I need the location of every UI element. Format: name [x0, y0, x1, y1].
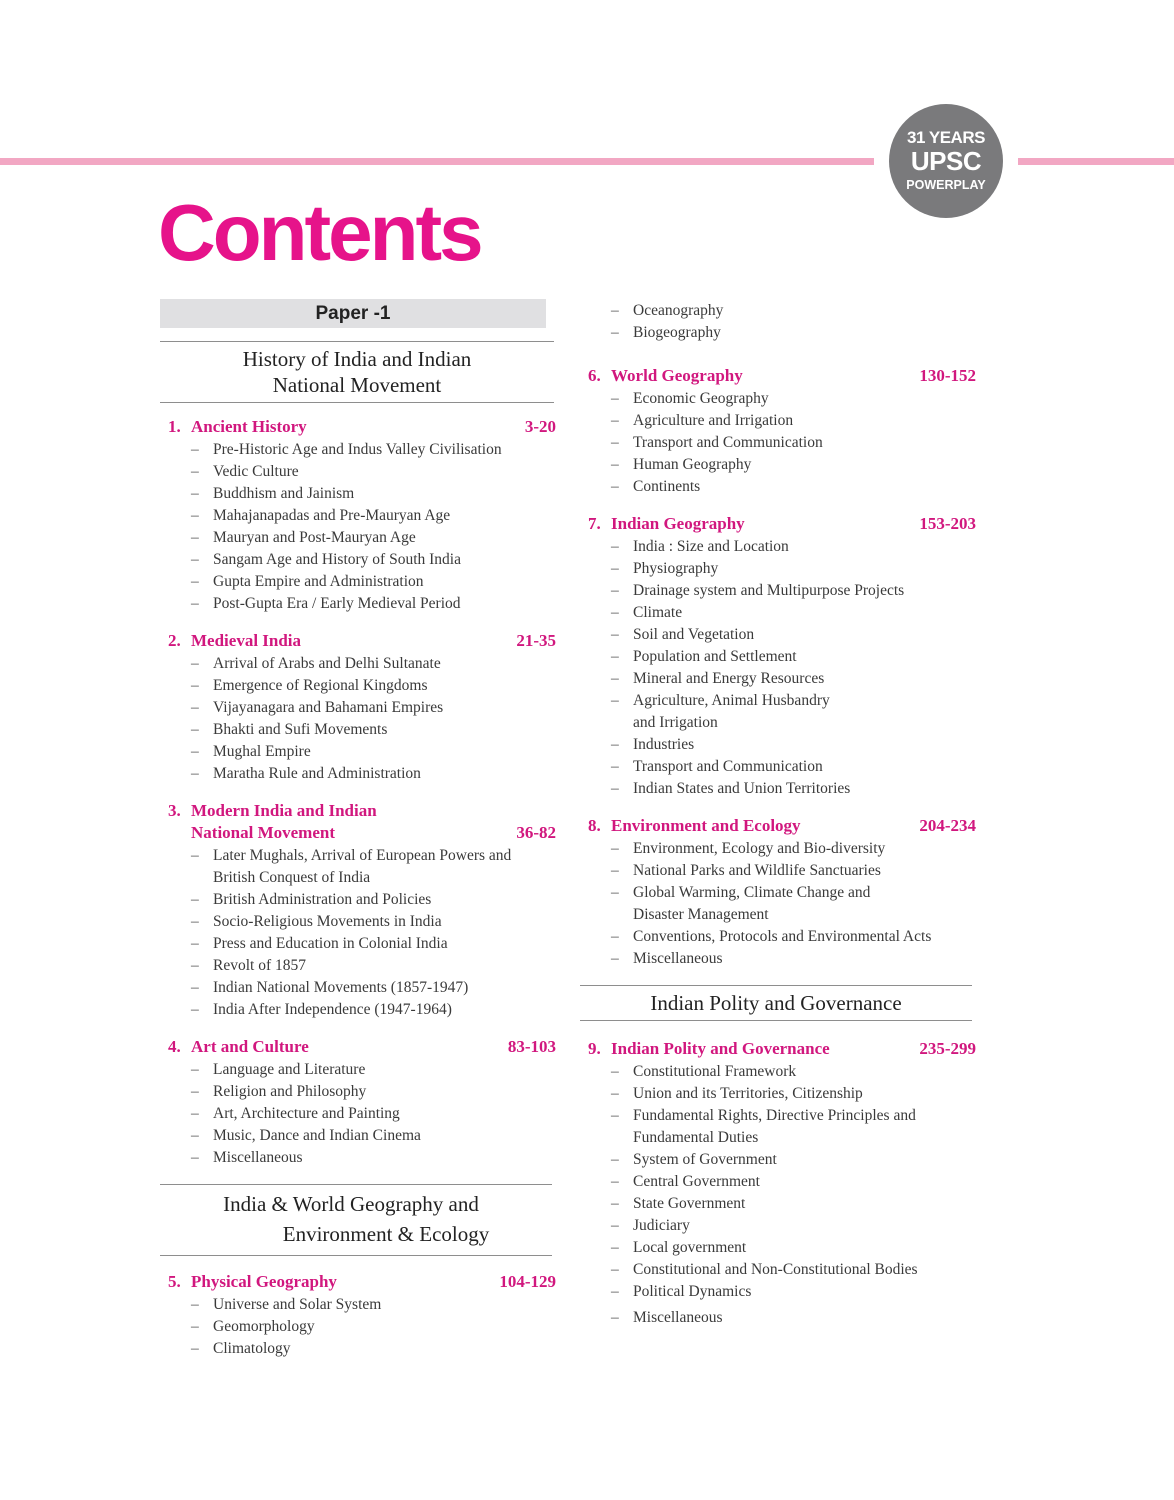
page-title: Contents	[158, 188, 481, 277]
chapter-pages: 3-20	[524, 417, 556, 436]
topic-item: – Buddhism and Jainism	[168, 483, 556, 505]
topic-item: – Industries	[588, 734, 976, 756]
topic-list	[168, 653, 556, 785]
topic-item: – Oceanography	[588, 300, 976, 322]
topic-item: – Central Government	[588, 1171, 976, 1193]
topic-item: – Political Dynamics	[588, 1281, 976, 1303]
badge-powerplay: POWERPLAY	[906, 178, 986, 192]
topic-item: – British Administration and Policies	[168, 889, 556, 911]
topic-item: – Human Geography	[588, 454, 976, 476]
section-heading-line: Environment & Ecology	[282, 1222, 490, 1246]
chapter-number: 7.	[588, 514, 601, 533]
topic-item-continued: British Conquest of India	[213, 869, 371, 886]
chapter-title: Art and Culture	[191, 1037, 309, 1056]
topic-item: – Art, Architecture and Painting	[168, 1103, 556, 1125]
topic-item: – Socio-Religious Movements in India	[168, 911, 556, 933]
chapter-heading[interactable]	[588, 513, 976, 535]
chapter-heading[interactable]	[588, 815, 976, 837]
topic-item: – Arrival of Arabs and Delhi Sultanate	[168, 653, 556, 675]
chapter-5[interactable]	[168, 1271, 556, 1360]
topic-item: – Post-Gupta Era / Early Medieval Period	[168, 593, 556, 615]
topic-item: – Religion and Philosophy	[168, 1081, 556, 1103]
topic-item: – Judiciary	[588, 1215, 976, 1237]
topic-item: – Soil and Vegetation	[588, 624, 976, 646]
chapter-2[interactable]	[168, 630, 556, 785]
chapter-heading[interactable]	[588, 1038, 976, 1060]
section-heading-history	[160, 341, 554, 403]
topic-list	[588, 838, 976, 970]
chapter-heading[interactable]	[168, 630, 556, 652]
topic-item: – Geomorphology	[168, 1316, 556, 1338]
topic-item: – Indian States and Union Territories	[588, 778, 976, 800]
topic-item: – Fundamental Rights, Directive Principles and	[588, 1105, 976, 1127]
topic-item: – Press and Education in Colonial India	[168, 933, 556, 955]
topic-list	[588, 1061, 976, 1329]
topic-item: – Economic Geography	[588, 388, 976, 410]
topic-item: – Global Warming, Climate Change and	[588, 882, 976, 904]
topic-item: – National Parks and Wildlife Sanctuaries	[588, 860, 976, 882]
topic-item: – Vijayanagara and Bahamani Empires	[168, 697, 556, 719]
section-heading-polity	[580, 985, 972, 1021]
chapter-pages: 130-152	[919, 366, 976, 385]
topic-item: – State Government	[588, 1193, 976, 1215]
chapter-pages: 104-129	[499, 1272, 556, 1291]
chapter-title: Indian Geography	[611, 514, 745, 533]
topic-list	[588, 536, 976, 800]
chapter-title: Indian Polity and Governance	[611, 1039, 830, 1058]
chapter-1[interactable]	[168, 416, 556, 615]
chapter-heading[interactable]	[588, 365, 976, 387]
topic-item: – Physiography	[588, 558, 976, 580]
topic-item: – Constitutional and Non-Constitutional Bodies	[588, 1259, 976, 1281]
topic-item-continued: and Irrigation	[633, 714, 718, 731]
chapter-title: World Geography	[611, 366, 743, 385]
section-heading-line: India & World Geography and	[223, 1192, 479, 1216]
chapter-pages: 204-234	[919, 816, 976, 835]
topic-item: – Indian National Movements (1857-1947)	[168, 977, 556, 999]
topic-item: – Gupta Empire and Administration	[168, 571, 556, 593]
topic-item: – Pre-Historic Age and Indus Valley Civilisation	[168, 439, 556, 461]
topic-item-continued: Disaster Management	[633, 906, 769, 923]
chapter-number: 1.	[168, 417, 181, 436]
topic-item: – Union and its Territories, Citizenship	[588, 1083, 976, 1105]
topic-item: – Environment, Ecology and Bio-diversity	[588, 838, 976, 860]
topic-item: – Bhakti and Sufi Movements	[168, 719, 556, 741]
topic-item: – System of Government	[588, 1149, 976, 1171]
chapter-title: Environment and Ecology	[611, 816, 801, 835]
topic-item: – Revolt of 1857	[168, 955, 556, 977]
topic-item: – Emergence of Regional Kingdoms	[168, 675, 556, 697]
chapter-pages: 83-103	[507, 1037, 556, 1056]
topic-item: – Sangam Age and History of South India	[168, 549, 556, 571]
chapter-number: 6.	[588, 366, 601, 385]
topic-item: – Agriculture and Irrigation	[588, 410, 976, 432]
topic-item: – Music, Dance and Indian Cinema	[168, 1125, 556, 1147]
topic-item: – Drainage system and Multipurpose Projects	[588, 580, 976, 602]
topic-list	[168, 439, 556, 615]
chapter-pages: 153-203	[919, 514, 976, 533]
chapter-number: 5.	[168, 1272, 181, 1291]
topic-item: – Mineral and Energy Resources	[588, 668, 976, 690]
chapter-6[interactable]	[588, 365, 976, 498]
chapter-title: Physical Geography	[191, 1272, 337, 1291]
paper-label: Paper -1	[160, 299, 546, 328]
topic-list	[168, 1294, 556, 1360]
badge-upsc: UPSC	[910, 146, 982, 176]
topic-item: – Mahajanapadas and Pre-Mauryan Age	[168, 505, 556, 527]
chapter-title-line: National Movement	[191, 823, 336, 842]
upsc-badge	[889, 104, 1003, 218]
chapter-number: 9.	[588, 1039, 601, 1058]
topic-item: – India : Size and Location	[588, 536, 976, 558]
chapter-number: 3.	[168, 801, 181, 820]
topic-list	[588, 300, 976, 344]
chapter-9[interactable]	[588, 1038, 976, 1329]
topic-item: – Biogeography	[588, 322, 976, 344]
topic-item: – Climate	[588, 602, 976, 624]
chapter-title: Ancient History	[191, 417, 307, 436]
chapter-7[interactable]	[588, 513, 976, 800]
header-rule-left	[0, 158, 874, 165]
contents-column-right	[580, 299, 976, 1329]
topic-list	[168, 1059, 556, 1169]
topic-item: – Climatology	[168, 1338, 556, 1360]
topic-item: – Transport and Communication	[588, 756, 976, 778]
chapter-8[interactable]	[588, 815, 976, 970]
topic-item: – Mughal Empire	[168, 741, 556, 763]
topic-item: – Miscellaneous	[588, 948, 976, 970]
chapter-heading[interactable]	[168, 416, 556, 438]
topic-item: – Constitutional Framework	[588, 1061, 976, 1083]
topic-item: – India After Independence (1947-1964)	[168, 999, 556, 1021]
topic-list	[168, 845, 556, 1021]
chapter-3[interactable]	[168, 800, 556, 1021]
topic-item: – Maratha Rule and Administration	[168, 763, 556, 785]
chapter-heading[interactable]	[168, 1036, 556, 1058]
chapter-heading[interactable]	[168, 800, 556, 844]
chapter-4[interactable]	[168, 1036, 556, 1169]
topic-item: – Population and Settlement	[588, 646, 976, 668]
chapter-title-line: Modern India and Indian	[191, 801, 377, 820]
topic-item: – Vedic Culture	[168, 461, 556, 483]
chapter-heading[interactable]	[168, 1271, 556, 1293]
topic-item: – Mauryan and Post-Mauryan Age	[168, 527, 556, 549]
section-heading-line: National Movement	[272, 373, 442, 397]
chapter-title	[191, 800, 516, 844]
chapter-pages: 235-299	[919, 1039, 976, 1058]
contents-column-left	[160, 299, 556, 1360]
topic-item: – Agriculture, Animal Husbandry	[588, 690, 976, 712]
section-heading-line: History of India and Indian	[242, 347, 472, 371]
topic-item: – Miscellaneous	[588, 1307, 976, 1329]
topic-item: – Language and Literature	[168, 1059, 556, 1081]
chapter-number: 4.	[168, 1037, 181, 1056]
chapter-number: 8.	[588, 816, 601, 835]
chapter-pages: 36-82	[516, 823, 556, 842]
topic-item: – Later Mughals, Arrival of European Powers and	[168, 845, 556, 867]
topic-item-continued: Fundamental Duties	[633, 1129, 759, 1146]
topic-list	[588, 388, 976, 498]
topic-item: – Universe and Solar System	[168, 1294, 556, 1316]
chapter-number: 2.	[168, 631, 181, 650]
chapter-title: Medieval India	[191, 631, 302, 650]
topic-item: – Local government	[588, 1237, 976, 1259]
section-heading-geography	[160, 1184, 552, 1256]
chapter-5-continued	[588, 300, 976, 344]
topic-item: – Continents	[588, 476, 976, 498]
badge-years: 31 YEARS	[907, 128, 985, 147]
topic-item: – Miscellaneous	[168, 1147, 556, 1169]
header-rule-right	[1018, 158, 1174, 165]
topic-item: – Transport and Communication	[588, 432, 976, 454]
chapter-pages: 21-35	[516, 631, 556, 650]
topic-item: – Conventions, Protocols and Environmental Acts	[588, 926, 976, 948]
section-heading-line: Indian Polity and Governance	[650, 991, 902, 1015]
